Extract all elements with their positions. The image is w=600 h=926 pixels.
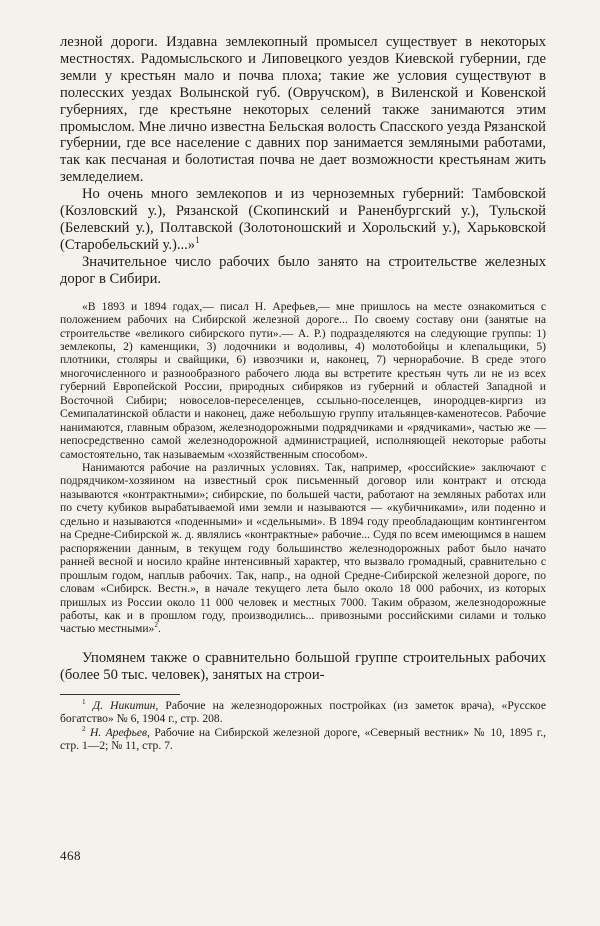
quote-paragraph-2 [60,461,546,636]
quote-block [60,300,546,636]
footnote-ref-1: 1 [195,235,200,246]
footnote-2-author: Н. Арефьев, [89,725,150,739]
body-paragraph-4: Упомянем также о сравнительно большой группе строительных рабочих (более 50 тыс. человек), занятых на строи- [60,649,546,683]
footnote-2 [60,726,546,753]
footnote-2-text: Рабочие на Сибирской железной дороге, «Северный вестник» № 10, 1895 г., стр. 1—2; № 11, стр. 7. [60,725,547,753]
body-paragraph-1: лезной дороги. Издавна землекопный промысел существует в некоторых местностях. Радомысльского и Липовецкого уездов Киевской губернии, где земли у крестьян мало и почва плоха; такие же условия существуют в полесских уездах Волынской губ. (Овручском), в Виленской и Ковенской губерниях, где крестьяне некоторых селений также занимаются этим промыслом. Мне лично известна Бельская волость Спасского уезда Рязанской губернии, где все население с давних пор занимается земляными работами, так как песчаная и болотистая почва не дает возможности крестьянам жить земледелием. [60,34,546,186]
quote-period: . [157,622,161,636]
footnote-1-marker: 1 [82,697,86,706]
body-paragraph-2-text: Но очень много землекопов и из черноземных губерний: Тамбовской (Козловский у.), Рязанской (Скопинский и Раненбургский у.), Тульской (Белевский у.), Полтавской (Золотоношский и Хорольский у.), Харьковской (Старобельский у.)...» [60,186,546,253]
footnote-1-author: Д. Никитин, [92,698,159,712]
footnote-rule [60,694,180,695]
footnote-2-marker: 2 [82,724,86,733]
body-paragraph-3: Значительное число рабочих было занято на строительстве железных дорог в Сибири. [60,253,546,287]
body-paragraph-2 [60,186,546,254]
quote-paragraph-2-text: Нанимаются рабочие на различных условиях. Так, например, «российские» заключают с подрядчиком-хозяином на известный срок письменный договор или контракт и отсюда называются «контрактными»; сибирские, по большей части, работают на земляных работах или по счету кубиков вырабатываемой ими земли и называются — «кубичниками», или поденно и сдельно и называются «поденными» и «сдельными». В 1894 году преобладающим контингентом на Средне-Сибирской ж. д. являлись «контрактные» рабочие... Судя по всем имеющимся в нашем распоряжении данным, в текущем году большинство железнодорожных работ было начато ранней весной и носило крайне интенсивный характер, что вызвало громадный, сравнительно с прошлым годом, наплыв рабочих. Так, напр., на одной Средне-Сибирской железной дороге, по словам «Сибирск. Вестн.», в начале текущего лета было около 18 000 рабочих, из которых пришлых из России около 11 000 человек и местных 7000. Таким образом, железнодорожные работы, как и в прошлом году, производились... привозными российскими силами и только частью местными» [60,461,546,636]
footnotes [60,699,546,753]
page-number: 468 [60,848,81,863]
footnote-ref-2: 2 [154,621,158,630]
footnote-1 [60,699,546,726]
quote-paragraph-1: «В 1893 и 1894 годах,— писал Н. Арефьев,— мне пришлось на месте ознакомиться с положением рабочих на Сибирской железной дороге... По своему составу они (занятые на строительстве «великого сибирского пути».— А. Р.) подразделяются на следующие группы: 1) землекопы, 2) каменщики, 3) лодочники и водоливы, 4) молотобойцы и клепальщики, 5) плотники, столяры и свайщики, 6) извозчики и, наконец, 7) чернорабочие. В среде этого многочисленного и разнообразного рабочего люда вы встретите крестьян чуть ли не из всех губерний Европейской России, природных сибиряков из губерний и областей Западной и Восточной Сибири; новоселов-переселенцев, ссыльно-поселенцев, инородцев-киргиз из Семипалатинской области и наконец, даже небольшую группу итальянцев-каменотесов. Рабочие нанимаются, главным образом, железнодорожными подрядчиками и «рядчиками», частью же — непосредственно самой железнодорожной администрацией, исполняющей некоторые работы самостоятельно, так называемым «хозяйственным способом». [60,299,546,461]
page-body [60,34,546,753]
footnote-1-text: Рабочие на железнодорожных постройках (из заметок врача), «Русское богатство» № 6, 1904 г., стр. 208. [60,698,546,726]
